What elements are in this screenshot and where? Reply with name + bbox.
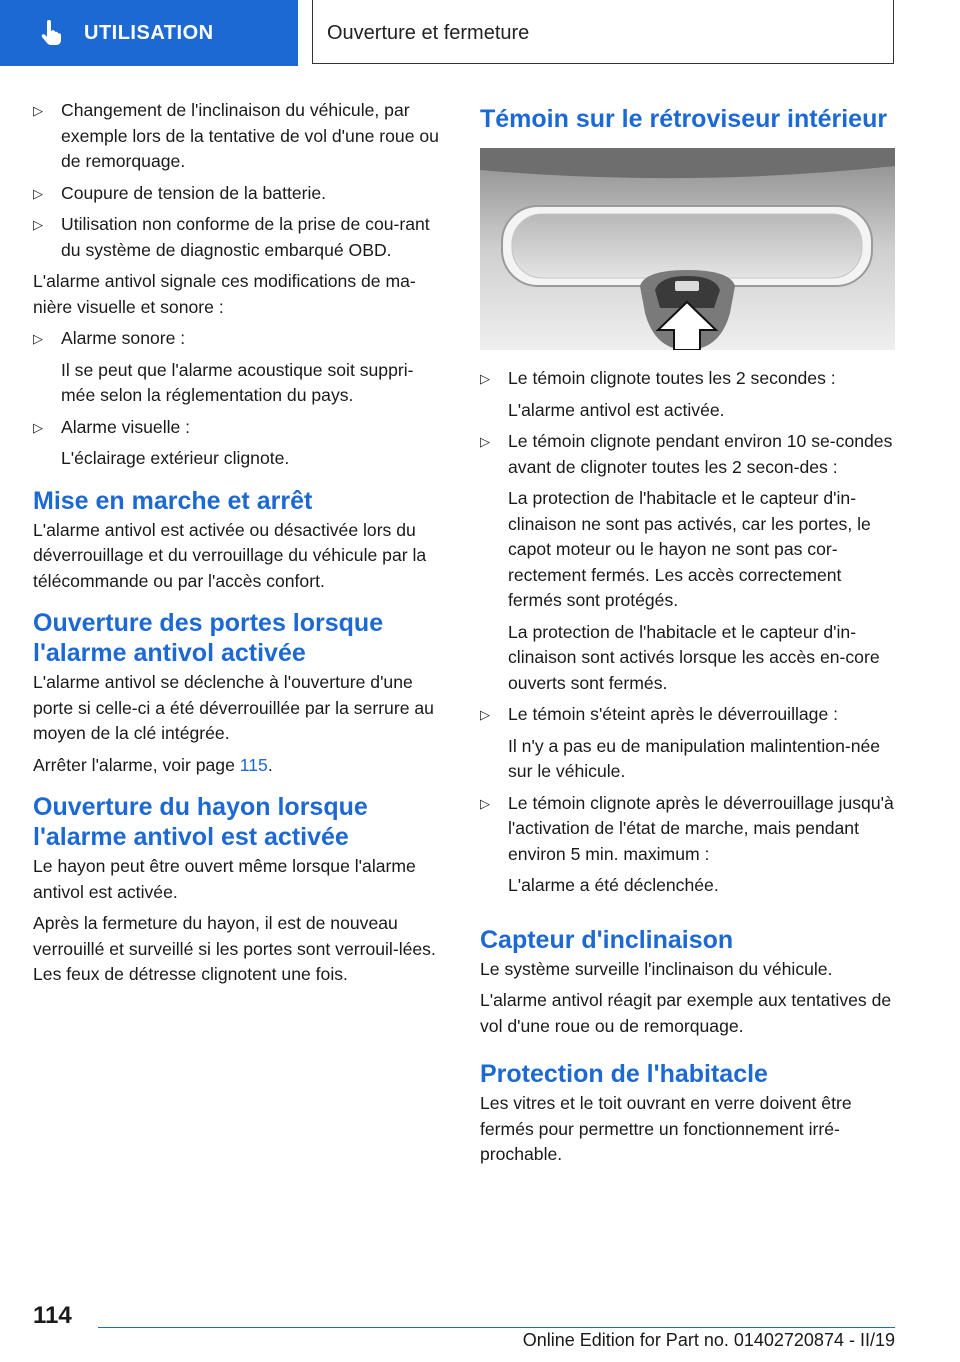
stop-alarm-text: Arrêter l'alarme, voir page: [33, 754, 240, 775]
bullet-triangle-icon: ▷: [33, 419, 43, 435]
paragraph: L'alarme antivol est activée ou désactivée lors du déverrouillage et du verrouillage du véhicule par la télécommande ou par l'accès confort.: [33, 519, 427, 591]
list-item-detail: Il se peut que l'alarme acoustique soit suppri-mée selon la réglementation du pays.: [61, 359, 414, 405]
rearview-mirror-image: [480, 148, 895, 350]
heading-interior-protection: Protection de l'habitacle: [480, 1060, 768, 1088]
paragraph: L'alarme antivol se déclenche à l'ouverture d'une porte si celle-ci a été déverrouillée par la serrure au moyen de la clé intégrée.: [33, 672, 434, 743]
list-item: [480, 791, 895, 868]
heading-tailgate: Ouverture du hayon lorsque l'alarme antivol est activée: [33, 793, 368, 851]
bullet-triangle-icon: ▷: [33, 217, 43, 232]
list-item-detail: La protection de l'habitacle et le capteur d'in-clinaison sont activés lorsque les accès en-core ouverts sont fermés.: [508, 621, 880, 693]
list-item: [33, 212, 447, 263]
heading-indicator: Témoin sur le rétroviseur intérieur: [480, 105, 888, 133]
list-item: [33, 415, 447, 441]
page-link[interactable]: 115: [239, 754, 268, 775]
paragraph: L'alarme antivol signale ces modifications de ma-nière visuelle et sonore :: [33, 271, 416, 317]
bullet-triangle-icon: ▷: [33, 103, 43, 118]
bullet-triangle-icon: ▷: [480, 795, 490, 811]
list-item-detail: L'alarme antivol est activée.: [508, 399, 725, 420]
list-item-text: Alarme visuelle :: [61, 416, 191, 437]
paragraph: Le hayon peut être ouvert même lorsque l'alarme antivol est activée.: [33, 856, 416, 902]
paragraph: L'alarme antivol réagit par exemple aux tentatives de vol d'une roue ou de remorquage.: [480, 990, 892, 1036]
list-item-text: Changement de l'inclinaison du véhicule, par exemple lors de la tentative de vol d'une roue ou de remorquage.: [61, 100, 439, 171]
list-item-text: Le témoin clignote après le déverrouillage jusqu'à l'activation de l'état de marche, mais pendant environ 5 min. maximum :: [508, 792, 894, 864]
stop-alarm-end: .: [267, 754, 273, 775]
bullet-triangle-icon: ▷: [480, 371, 490, 386]
left-column: [33, 98, 447, 994]
list-item-detail: La protection de l'habitacle et le capteur d'in-clinaison ne sont pas activés, car les portes, le capot moteur ou le hayon ne sont pas cor-rectement fermés. Les accès correctement fermés sont protégés.: [508, 488, 871, 610]
rearview-mirror-illustration: [480, 148, 895, 350]
page-header: [0, 0, 960, 66]
bullet-triangle-icon: ▷: [480, 707, 490, 722]
bullet-triangle-icon: ▷: [33, 185, 43, 201]
page-number: 114: [33, 1302, 72, 1329]
list-item-detail: Il n'y a pas eu de manipulation malintention-née sur le véhicule.: [508, 735, 881, 781]
list-item-text: Alarme sonore :: [61, 328, 186, 348]
list-item-text: Le témoin clignote pendant environ 10 se-condes avant de clignoter toutes les 2 secon-des :: [508, 431, 893, 477]
list-item-text: Utilisation non conforme de la prise de cou-rant du système de diagnostic embarqué OBD.: [61, 214, 430, 260]
list-item-text: Le témoin s'éteint après le déverrouillage :: [508, 704, 839, 724]
heading-tilt-sensor: Capteur d'inclinaison: [480, 925, 734, 954]
list-item-detail: L'éclairage extérieur clignote.: [61, 448, 290, 468]
heading-on-off: Mise en marche et arrêt: [33, 486, 313, 515]
paragraph: Le système surveille l'inclinaison du véhicule.: [480, 958, 833, 979]
paragraph: Après la fermeture du hayon, il est de nouveau verrouillé et surveillé si les portes sont verrouil-lées. Les feux de détresse clignotent une fois.: [33, 913, 436, 984]
chapter-tab[interactable]: [312, 0, 894, 64]
list-item-text: Coupure de tension de la batterie.: [61, 182, 327, 203]
bullet-triangle-icon: ▷: [33, 331, 43, 346]
right-column: [480, 98, 895, 1174]
section-label: UTILISATION: [84, 22, 214, 44]
hand-pointer-icon: [36, 18, 66, 48]
list-item-detail: L'alarme a été déclenchée.: [508, 875, 719, 895]
list-item: [33, 181, 447, 207]
section-tab[interactable]: [0, 0, 298, 66]
list-item: [33, 98, 447, 175]
list-item: [480, 366, 895, 392]
chapter-label: Ouverture et fermeture: [327, 22, 530, 44]
footer-edition: Online Edition for Part no. 01402720874 - II/19: [522, 1330, 895, 1350]
heading-doors: Ouverture des portes lorsque l'alarme antivol activée: [33, 609, 384, 667]
list-item: [480, 429, 895, 480]
paragraph: [33, 753, 447, 779]
list-item: [480, 702, 895, 728]
list-item: [33, 326, 447, 352]
footer-divider: [98, 1327, 895, 1328]
bullet-triangle-icon: ▷: [480, 434, 490, 449]
paragraph: Les vitres et le toit ouvrant en verre doivent être fermés pour permettre un fonctionnement irré-prochable.: [480, 1093, 852, 1164]
list-item-text: Le témoin clignote toutes les 2 secondes :: [508, 368, 836, 388]
